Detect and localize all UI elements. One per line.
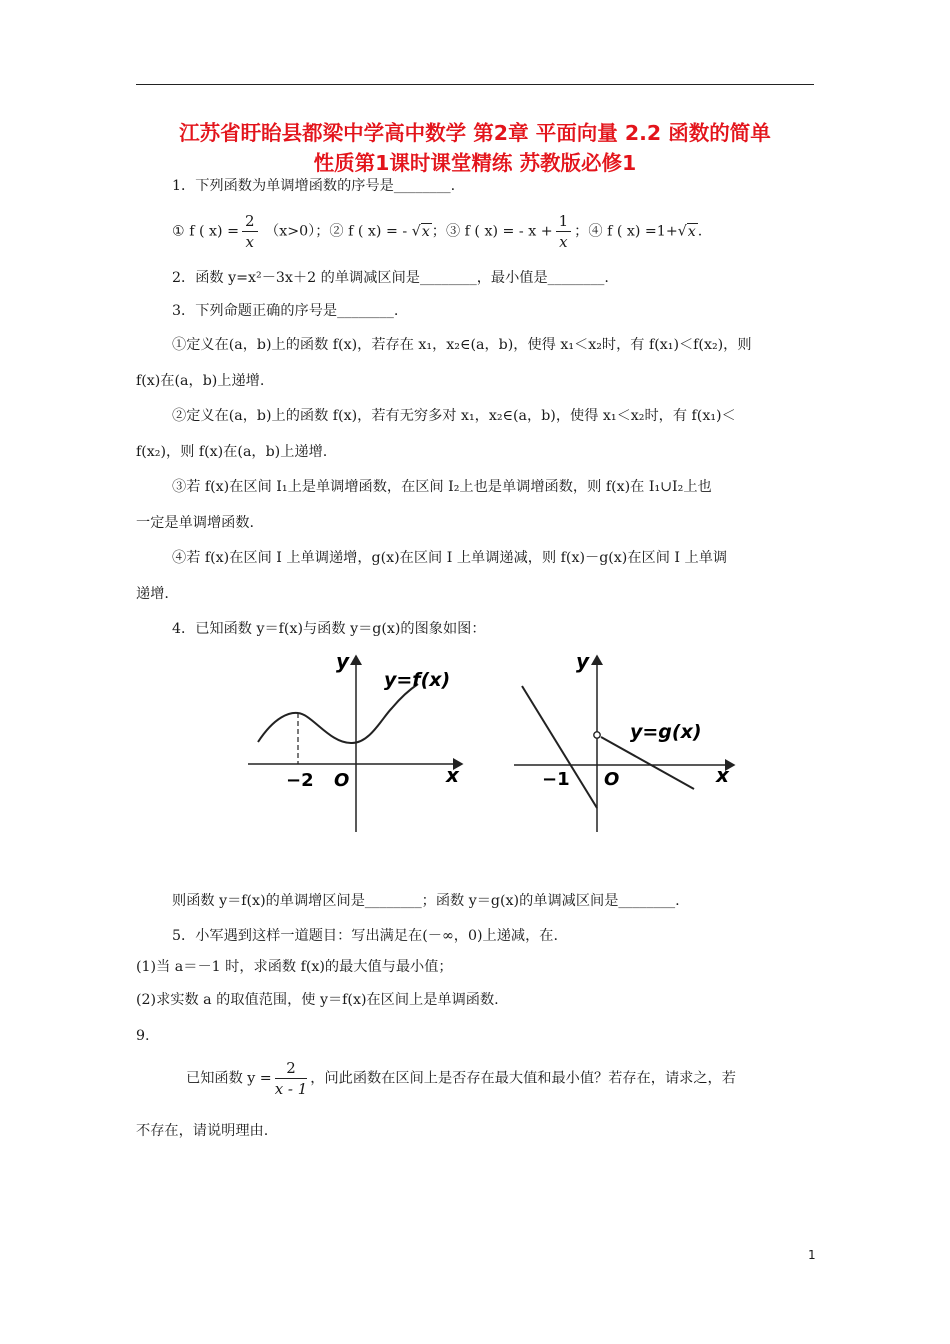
q9-pre: 已知函数 y = xyxy=(186,1070,272,1087)
q1-opt3: f ( x) = - x + xyxy=(464,223,553,240)
f-curve xyxy=(258,684,418,743)
f-tick-label: −2 xyxy=(286,770,314,791)
q9-line-2: 不存在，请说明理由. xyxy=(136,1123,269,1139)
q1-opt2-post: ；③ xyxy=(431,223,461,240)
q1-opt4-radicand: x xyxy=(687,223,696,240)
q3-statement-4a: ④若 f(x)在区间 I 上单调递增，g(x)在区间 I 上单调递减，则 f(x)－g(x)在区间 I 上单调 xyxy=(172,550,728,566)
q4-figure-g xyxy=(508,648,744,838)
q3-statement-3a: ③若 f(x)在区间 I₁上是单调增函数，在区间 I₂上也是单调增函数，则 f(x)在 I₁∪I₂上也 xyxy=(172,479,712,495)
q4-answer-line: 则函数 y＝f(x)的单调增区间是________；函数 y＝g(x)的单调减区间是________. xyxy=(172,893,680,909)
g-tick-label: −1 xyxy=(542,769,570,790)
q1-opt3-post: ；④ xyxy=(574,223,603,240)
q3-statement-1b: f(x)在(a，b)上递增. xyxy=(136,373,265,389)
q9-line-1 xyxy=(186,1058,736,1099)
q5-stem: 5．小军遇到这样一道题目：写出满足在(－∞，0)上递减，在. xyxy=(172,928,558,944)
q1-opt4-post: . xyxy=(697,223,703,240)
g-open-point xyxy=(594,732,600,738)
sqrt-icon: √ xyxy=(411,223,421,240)
q3-statement-2b: f(x₂)，则 f(x)在(a，b)上递增. xyxy=(136,444,328,460)
q1-opt4: f ( x) =1+ xyxy=(607,223,678,240)
q4-stem: 4．已知函数 y＝f(x)与函数 y＝g(x)的图象如图： xyxy=(172,621,486,637)
f-y-axis-label: y xyxy=(336,649,350,673)
q3-statement-1a: ①定义在(a，b)上的函数 f(x)，若存在 x₁，x₂∈(a，b)，使得 x₁＜x₂时，有 f(x₁)＜f(x₂)，则 xyxy=(172,337,752,353)
q9-numerator: 2 xyxy=(275,1058,308,1079)
sqrt-icon: √ xyxy=(677,223,687,240)
q3-statement-2a: ②定义在(a，b)上的函数 f(x)，若有无穷多对 x₁，x₂∈(a，b)，使得 x₁＜x₂时，有 f(x₁)＜ xyxy=(172,408,736,424)
q1-opt1-fraction xyxy=(242,211,258,252)
q9-denominator: x - 1 xyxy=(274,1080,308,1098)
q2-text: 2．函数 y=x²－3x＋2 的单调减区间是________，最小值是________. xyxy=(172,270,609,286)
f-curve-label: y=f(x) xyxy=(384,669,451,691)
title-line-2: 性质第1课时课堂精练 苏教版必修1 xyxy=(313,151,637,175)
f-origin-label: O xyxy=(334,770,350,791)
q1-opt1-pre: ① f ( x) = xyxy=(172,223,239,240)
q4-figure-f xyxy=(240,648,470,838)
q9-number: 9. xyxy=(136,1028,150,1044)
q1-opt3-denominator: x xyxy=(559,233,568,251)
g-x-axis-label: x xyxy=(716,763,729,787)
f-x-axis-label: x xyxy=(446,763,459,787)
q9-post: ，问此函数在区间上是否存在最大值和最小值？若存在，请求之，若 xyxy=(310,1070,736,1087)
q5-part-2: (2)求实数 a 的取值范围，使 y＝f(x)在区间上是单调函数. xyxy=(136,992,499,1008)
g-curve-label: y=g(x) xyxy=(630,721,702,743)
q1-opt3-fraction xyxy=(556,211,572,252)
g-origin-label: O xyxy=(604,769,620,790)
q1-opt1-post: （x>0）；② xyxy=(265,223,344,240)
q1-opt2-radicand: x xyxy=(421,223,430,240)
document-title xyxy=(136,118,814,178)
g-y-axis-label: y xyxy=(576,649,590,673)
q5-part-1: (1)当 a＝－1 时，求函数 f(x)的最大值与最小值； xyxy=(136,959,453,975)
q1-opt3-numerator: 1 xyxy=(556,211,572,232)
q9-fraction xyxy=(275,1058,308,1099)
q3-stem: 3．下列命题正确的序号是________. xyxy=(172,303,399,319)
header-rule xyxy=(136,84,814,85)
q1-options xyxy=(172,211,702,252)
q3-statement-3b: 一定是单调增函数. xyxy=(136,515,255,531)
page-number: 1 xyxy=(808,1248,816,1262)
q3-statement-4b: 递增. xyxy=(136,586,169,602)
q1-opt1-numerator: 2 xyxy=(242,211,258,232)
q1-opt2: f ( x) = - xyxy=(348,223,412,240)
q1-opt1-denominator: x xyxy=(245,233,254,251)
title-line-1: 江苏省盱眙县都梁中学高中数学 第2章 平面向量 2.2 函数的简单 xyxy=(179,121,771,145)
q1-stem: 1．下列函数为单调增函数的序号是________. xyxy=(172,178,456,194)
